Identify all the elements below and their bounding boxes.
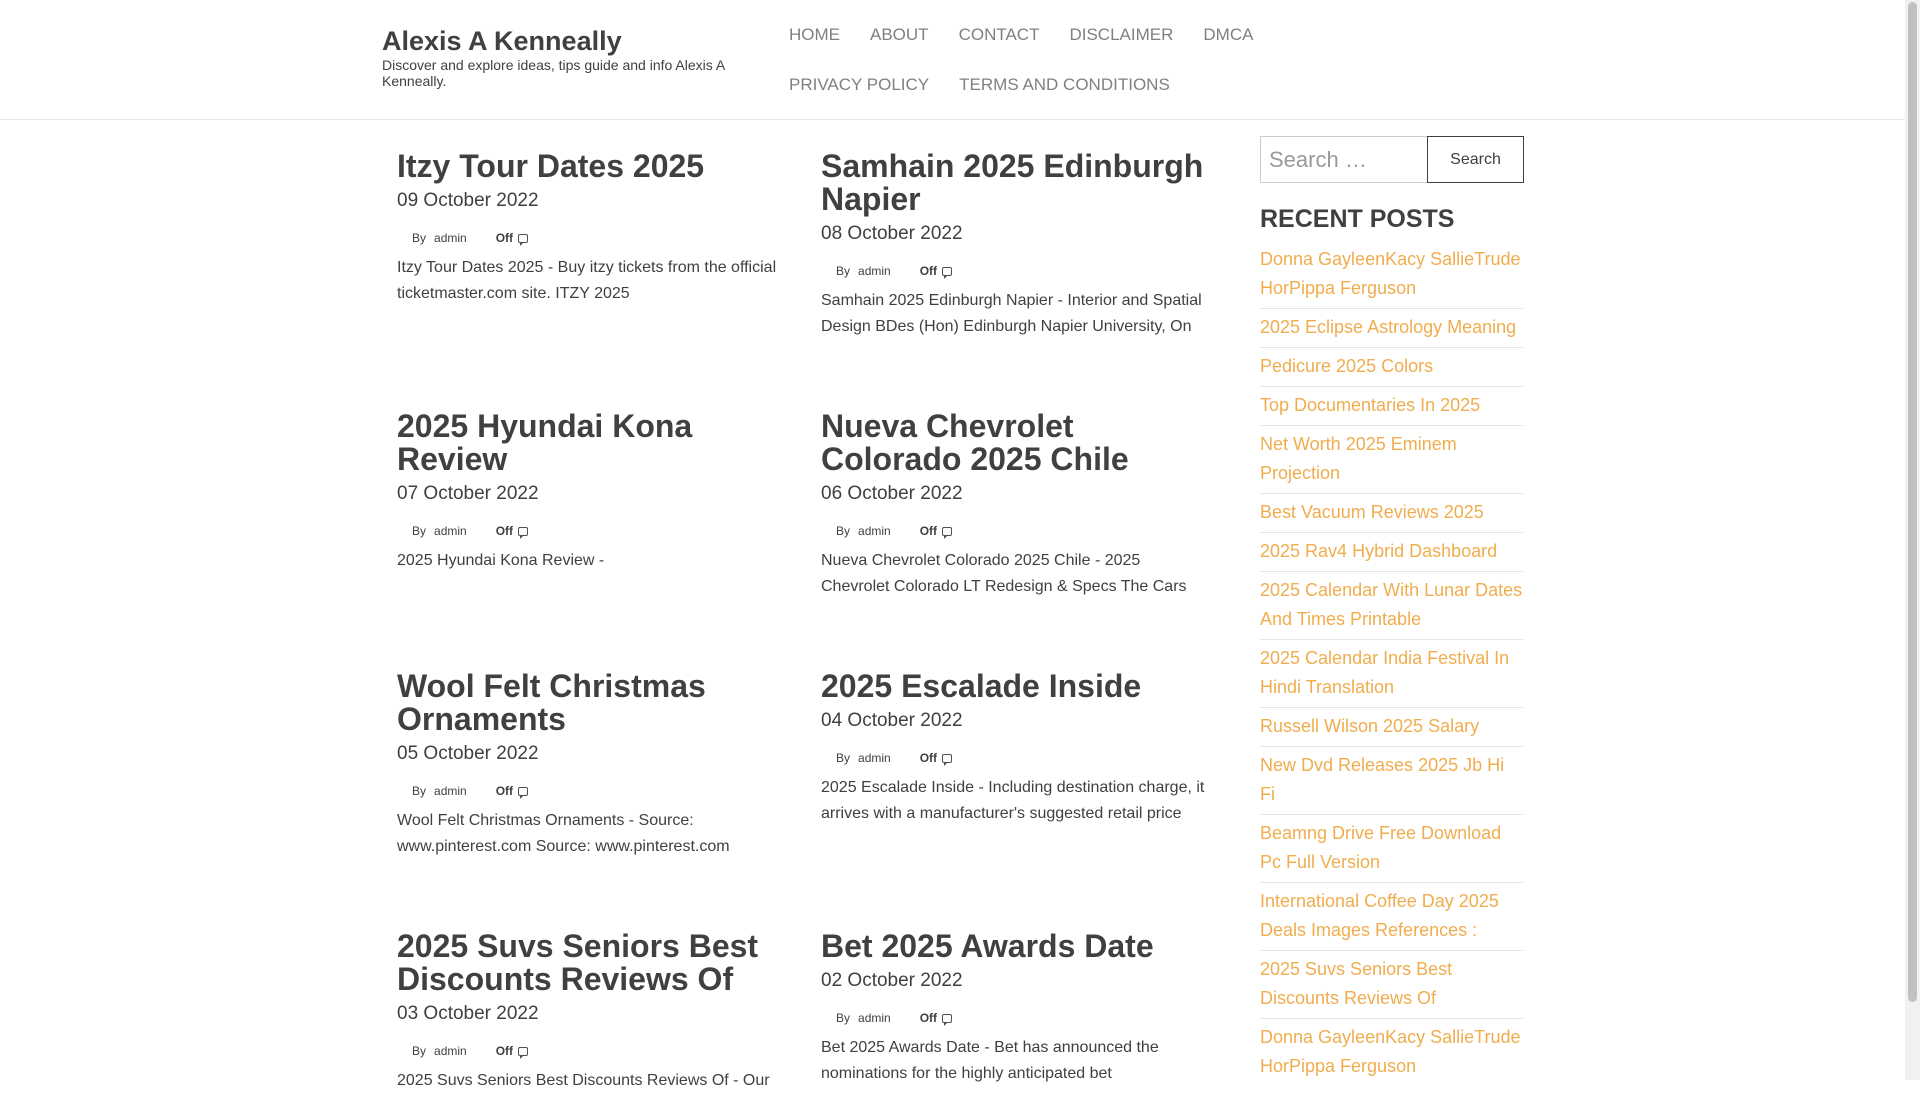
- recent-post-link[interactable]: 2025 Suvs Seniors Best Discounts Reviews Of: [1260, 951, 1523, 1019]
- post-title[interactable]: Wool Felt Christmas Ornaments: [397, 668, 706, 737]
- post-comments-status: Off: [495, 524, 514, 538]
- recent-post-link[interactable]: 2025 Rav4 Hybrid Dashboard: [1260, 533, 1523, 572]
- post-date: 03 October 2022: [397, 1003, 539, 1024]
- recent-post-link[interactable]: 2025 Eclipse Astrology Meaning: [1260, 309, 1523, 348]
- post-author[interactable]: admin: [858, 1011, 891, 1025]
- search-button[interactable]: Search: [1427, 136, 1524, 183]
- main-navigation: [774, 14, 1434, 114]
- post-excerpt: 2025 Suvs Seniors Best Discounts Reviews Of - Our: [397, 1072, 770, 1089]
- post-comments-status: Off: [919, 264, 938, 278]
- post-author[interactable]: admin: [434, 231, 467, 245]
- post-meta: [821, 523, 1211, 539]
- site-title[interactable]: Alexis A Kenneally: [382, 26, 622, 56]
- recent-post-link[interactable]: Donna GayleenKacy SallieTrude HorPippa Ferguson: [1260, 241, 1523, 309]
- nav-item-dmca[interactable]: DMCA: [1203, 25, 1254, 44]
- post-card: [821, 150, 1211, 340]
- post-by-label: By: [836, 264, 851, 278]
- post-title[interactable]: 2025 Hyundai Kona Review: [397, 408, 693, 477]
- comment-icon: [942, 527, 952, 536]
- post-author[interactable]: admin: [434, 784, 467, 798]
- recent-post-link[interactable]: 2025 Calendar India Festival In Hindi Translation: [1260, 640, 1523, 708]
- recent-post-link[interactable]: Russell Wilson 2025 Salary: [1260, 708, 1523, 747]
- post-by-label: By: [836, 1011, 851, 1025]
- recent-post-link[interactable]: New Dvd Releases 2025 Jb Hi Fi: [1260, 747, 1523, 815]
- nav-item-home[interactable]: HOME: [789, 25, 840, 44]
- nav-item-privacy-policy[interactable]: PRIVACY POLICY: [789, 75, 930, 94]
- recent-post-link[interactable]: Donna GayleenKacy SallieTrude HorPippa Ferguson: [1260, 1027, 1521, 1076]
- post-title[interactable]: Samhain 2025 Edinburgh Napier: [821, 148, 1204, 217]
- post-by-label: By: [412, 231, 427, 245]
- comment-icon: [942, 1014, 952, 1023]
- post-meta: [821, 750, 1211, 766]
- post-by-label: By: [412, 1044, 427, 1058]
- post-date: 06 October 2022: [821, 483, 963, 504]
- post-meta: [397, 1043, 787, 1059]
- scrollbar-thumb[interactable]: [1908, 2, 1917, 1002]
- post-meta: [821, 1010, 1211, 1026]
- nav-item-terms-and-conditions[interactable]: TERMS AND CONDITIONS: [959, 75, 1170, 94]
- post-card: [397, 410, 787, 574]
- post-title[interactable]: Itzy Tour Dates 2025: [397, 148, 705, 184]
- post-meta: [397, 523, 787, 539]
- post-card: [821, 930, 1211, 1087]
- search-input[interactable]: Search …: [1260, 136, 1427, 183]
- post-excerpt: Wool Felt Christmas Ornaments - Source: www.pinterest.com Source: www.pinterest.com: [397, 812, 730, 855]
- comment-icon: [942, 754, 952, 763]
- recent-post-link[interactable]: Top Documentaries In 2025: [1260, 387, 1523, 426]
- recent-post-link[interactable]: Pedicure 2025 Colors: [1260, 348, 1523, 387]
- post-comments-status: Off: [495, 1044, 514, 1058]
- post-excerpt: Bet 2025 Awards Date - Bet has announced the nominations for the highly anticipated bet: [821, 1039, 1159, 1082]
- post-date: 05 October 2022: [397, 743, 539, 764]
- site-branding: [382, 26, 752, 89]
- post-title[interactable]: Nueva Chevrolet Colorado 2025 Chile: [821, 408, 1129, 477]
- post-by-label: By: [412, 784, 427, 798]
- site-header: [0, 0, 1905, 120]
- post-by-label: By: [412, 524, 427, 538]
- post-title[interactable]: Bet 2025 Awards Date: [821, 928, 1154, 964]
- comment-icon: [518, 1047, 528, 1056]
- post-comments-status: Off: [919, 524, 938, 538]
- page-scrollbar[interactable]: [1905, 0, 1920, 1080]
- post-author[interactable]: admin: [434, 524, 467, 538]
- post-date: 04 October 2022: [821, 710, 963, 731]
- post-author[interactable]: admin: [858, 751, 891, 765]
- post-author[interactable]: admin: [858, 264, 891, 278]
- recent-post-link[interactable]: Net Worth 2025 Eminem Projection: [1260, 426, 1523, 494]
- post-title[interactable]: 2025 Suvs Seniors Best Discounts Reviews Of: [397, 928, 759, 997]
- post-excerpt: 2025 Escalade Inside - Including destination charge, it arrives with a manufacturer's suggested retail price: [821, 779, 1205, 822]
- post-meta: [397, 230, 787, 246]
- post-meta: [821, 263, 1211, 279]
- nav-item-contact[interactable]: CONTACT: [958, 25, 1040, 44]
- recent-post-link[interactable]: Best Vacuum Reviews 2025: [1260, 494, 1523, 533]
- post-author[interactable]: admin: [434, 1044, 467, 1058]
- post-comments-status: Off: [495, 784, 514, 798]
- comment-icon: [518, 527, 528, 536]
- post-date: 09 October 2022: [397, 190, 539, 211]
- post-card: [397, 930, 787, 1094]
- post-by-label: By: [836, 751, 851, 765]
- recent-posts-title: RECENT POSTS: [1260, 205, 1455, 233]
- post-comments-status: Off: [919, 1011, 938, 1025]
- post-by-label: By: [836, 524, 851, 538]
- comment-icon: [518, 234, 528, 243]
- nav-item-disclaimer[interactable]: DISCLAIMER: [1069, 25, 1174, 44]
- post-excerpt: 2025 Hyundai Kona Review -: [397, 552, 605, 569]
- post-excerpt: Samhain 2025 Edinburgh Napier - Interior and Spatial Design BDes (Hon) Edinburgh Napier University, On: [821, 292, 1202, 335]
- post-card: [397, 150, 787, 307]
- post-date: 08 October 2022: [821, 223, 963, 244]
- post-comments-status: Off: [495, 231, 514, 245]
- post-card: [821, 670, 1211, 827]
- post-date: 02 October 2022: [821, 970, 963, 991]
- search-form: [1260, 136, 1524, 183]
- recent-post-link[interactable]: Beamng Drive Free Download Pc Full Version: [1260, 815, 1523, 883]
- post-date: 07 October 2022: [397, 483, 539, 504]
- comment-icon: [942, 267, 952, 276]
- recent-posts-list: [1260, 241, 1523, 1086]
- post-card: [397, 670, 787, 860]
- site-description: Discover and explore ideas, tips guide and info Alexis A Kenneally.: [382, 57, 725, 89]
- post-excerpt: Nueva Chevrolet Colorado 2025 Chile - 2025 Chevrolet Colorado LT Redesign & Specs The Cars: [821, 552, 1187, 595]
- post-title[interactable]: 2025 Escalade Inside: [821, 668, 1142, 704]
- post-card: [821, 410, 1211, 600]
- post-meta: [397, 783, 787, 799]
- recent-post-link[interactable]: International Coffee Day 2025 Deals Images References :: [1260, 883, 1523, 951]
- comment-icon: [518, 787, 528, 796]
- nav-item-about[interactable]: ABOUT: [870, 25, 929, 44]
- post-comments-status: Off: [919, 751, 938, 765]
- post-excerpt: Itzy Tour Dates 2025 - Buy itzy tickets from the official ticketmaster.com site. ITZY 2025: [397, 259, 777, 302]
- post-author[interactable]: admin: [858, 524, 891, 538]
- recent-post-link[interactable]: 2025 Calendar With Lunar Dates And Times Printable: [1260, 572, 1523, 640]
